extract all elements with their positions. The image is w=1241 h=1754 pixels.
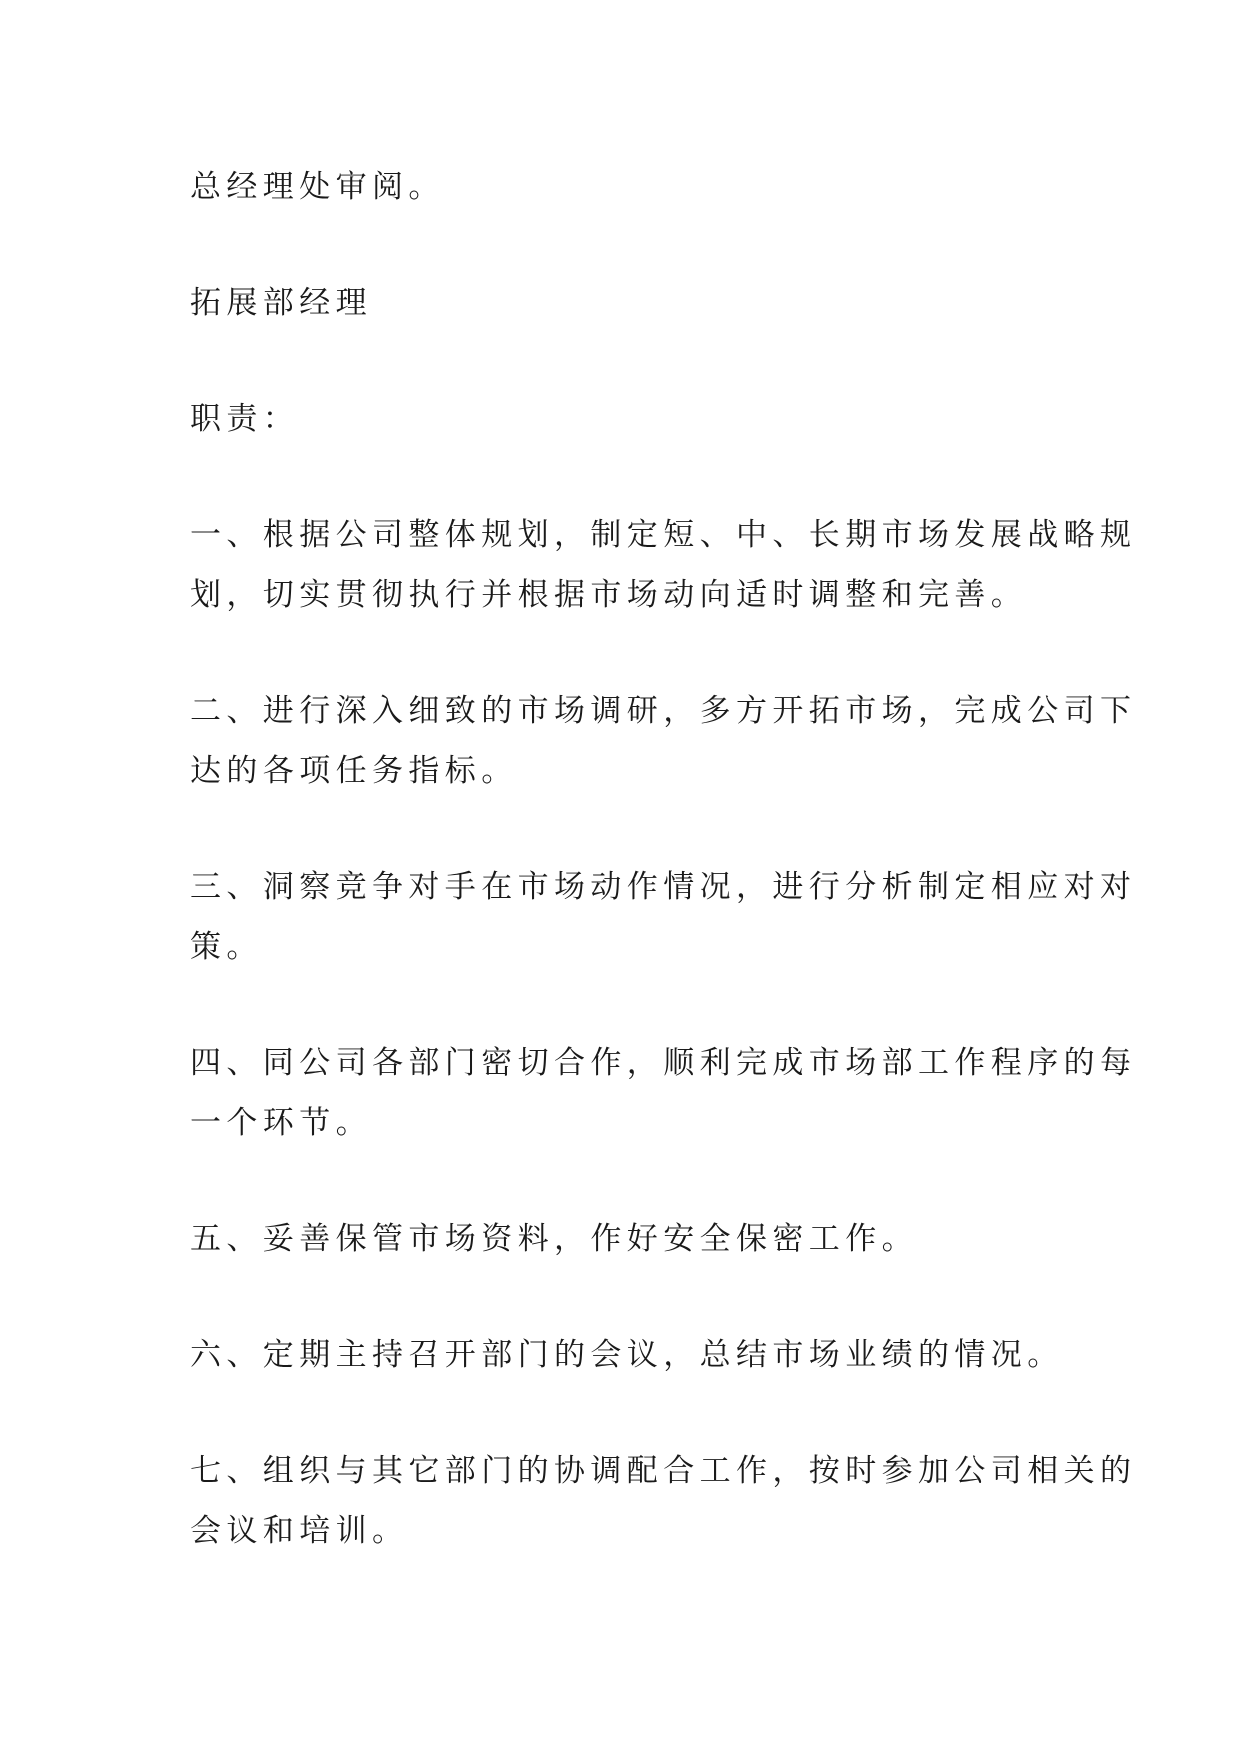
text-line: 五、妥善保管市场资料，作好安全保密工作。 (190, 1221, 918, 1257)
text-line: 四、同公司各部门密切合作，顺利完成市场部工作程序的每 (190, 1045, 1137, 1081)
text-line: 三、洞察竞争对手在市场动作情况，进行分析制定相应对对 (190, 869, 1137, 905)
text-line: 一个环节。 (190, 1105, 372, 1141)
text-line: 一、根据公司整体规划，制定短、中、长期市场发展战略规 (190, 517, 1137, 553)
text-line: 总经理处审阅。 (190, 169, 445, 205)
section-heading: 拓展部经理 (190, 285, 372, 321)
text-line: 六、定期主持召开部门的会议，总结市场业绩的情况。 (190, 1337, 1064, 1373)
text-line: 会议和培训。 (190, 1513, 409, 1549)
text-line: 策。 (190, 929, 263, 965)
text-line: 七、组织与其它部门的协调配合工作，按时参加公司相关的 (190, 1453, 1137, 1489)
text-line: 二、进行深入细致的市场调研，多方开拓市场，完成公司下 (190, 693, 1137, 729)
section-label: 职责： (190, 401, 300, 437)
text-line: 达的各项任务指标。 (190, 753, 518, 789)
text-line: 划，切实贯彻执行并根据市场动向适时调整和完善。 (190, 577, 1028, 613)
